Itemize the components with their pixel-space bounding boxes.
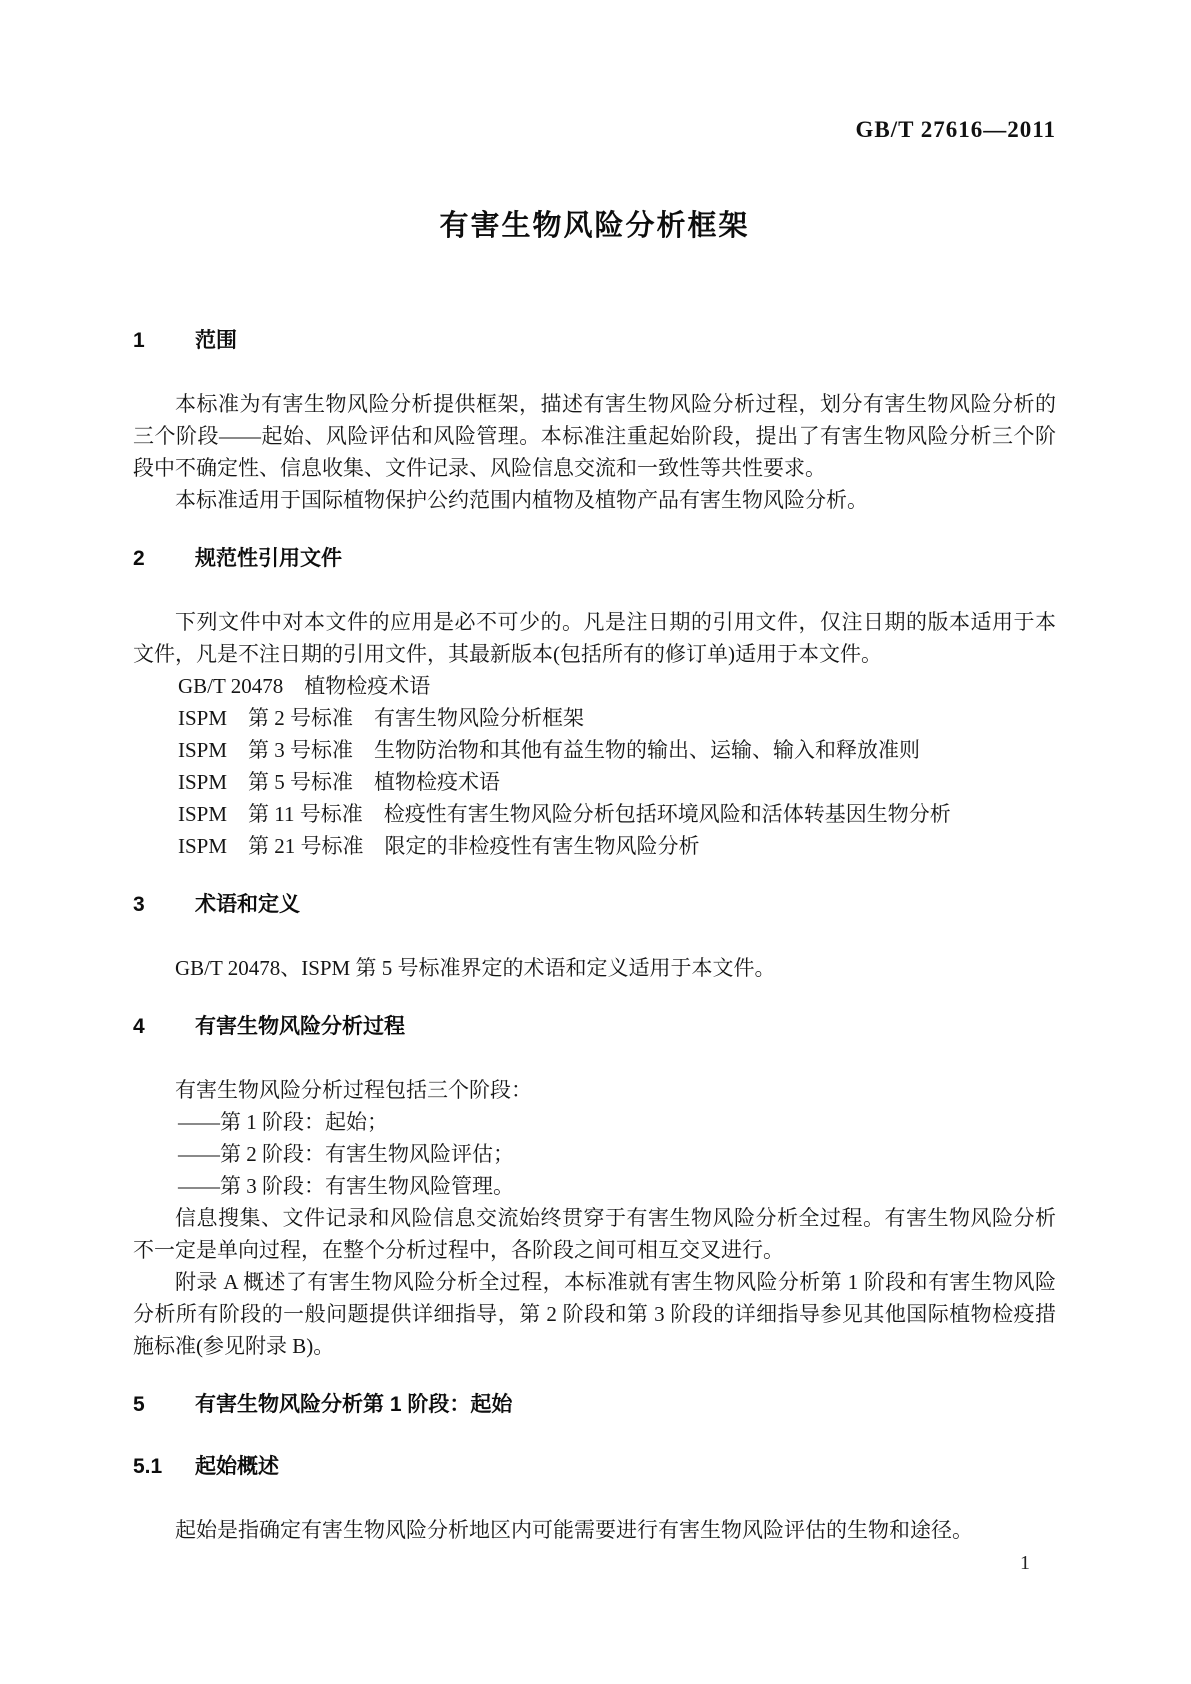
reference-item: ISPM 第 21 号标准 限定的非检疫性有害生物风险分析: [178, 834, 700, 858]
scope-paragraph-1: 本标准为有害生物风险分析提供框架，描述有害生物风险分析过程，划分有害生物风险分析的三个阶段——起始、风险评估和风险管理。本标准注重起始阶段，提出了有害生物风险分析三个阶段中不确定性、信息收集、文件记录、风险信息交流和一致性等共性要求。: [133, 392, 1056, 480]
section-terms-heading: [133, 890, 1056, 920]
section-number: 1: [133, 329, 145, 352]
reference-item: ISPM 第 2 号标准 有害生物风险分析框架: [178, 706, 585, 730]
subsection-initiation-overview-heading: [133, 1452, 1056, 1482]
section-title: 术语和定义: [195, 893, 300, 916]
process-paragraph-3: 附录 A 概述了有害生物风险分析全过程，本标准就有害生物风险分析第 1 阶段和有害生物风险分析所有阶段的一般问题提供详细指导，第 2 阶段和第 3 阶段的详细指导参见其他国际植物检疫措施标准(参见附录 B)。: [133, 1270, 1056, 1358]
process-paragraph-2: 信息搜集、文件记录和风险信息交流始终贯穿于有害生物风险分析全过程。有害生物风险分析不一定是单向过程，在整个分析过程中，各阶段之间可相互交叉进行。: [133, 1206, 1056, 1262]
reference-item: ISPM 第 3 号标准 生物防治物和其他有益生物的输出、运输、输入和释放准则: [178, 738, 921, 762]
section-terms: [133, 890, 1056, 984]
section-scope-heading: [133, 326, 1056, 356]
process-stage-item: ——第 3 阶段：有害生物风险管理。: [178, 1174, 514, 1198]
section-process: [133, 1012, 1056, 1362]
process-stage-item: ——第 2 阶段：有害生物风险评估；: [178, 1142, 514, 1166]
section-title: 规范性引用文件: [195, 547, 342, 570]
reference-item: GB/T 20478 植物检疫术语: [178, 674, 431, 698]
section-title: 范围: [195, 329, 237, 352]
section-process-heading: [133, 1012, 1056, 1042]
page-number: 1: [1020, 1552, 1030, 1574]
subsection-number: 5.1: [133, 1455, 163, 1478]
process-intro-paragraph: 有害生物风险分析过程包括三个阶段：: [175, 1078, 532, 1102]
section-number: 3: [133, 893, 145, 916]
reference-item: ISPM 第 5 号标准 植物检疫术语: [178, 770, 501, 794]
terms-paragraph: GB/T 20478、ISPM 第 5 号标准界定的术语和定义适用于本文件。: [175, 956, 776, 980]
standard-code: GB/T 27616—2011: [855, 117, 1056, 142]
process-stage-item: ——第 1 阶段：起始；: [178, 1110, 388, 1134]
section-number: 2: [133, 547, 145, 570]
section-title: 有害生物风险分析第 1 阶段：起始: [195, 1393, 513, 1416]
section-normative-references: [133, 544, 1056, 862]
section-number: 4: [133, 1015, 145, 1038]
subsection-title: 起始概述: [195, 1455, 279, 1478]
section-stage1: [133, 1390, 1056, 1546]
initiation-overview-paragraph: 起始是指确定有害生物风险分析地区内可能需要进行有害生物风险评估的生物和途径。: [175, 1518, 973, 1542]
document-title: 有害生物风险分析框架: [439, 210, 750, 242]
scope-paragraph-2: 本标准适用于国际植物保护公约范围内植物及植物产品有害生物风险分析。: [175, 488, 868, 512]
normative-intro-paragraph: 下列文件中对本文件的应用是必不可少的。凡是注日期的引用文件，仅注日期的版本适用于本文件，凡是不注日期的引用文件，其最新版本(包括所有的修订单)适用于本文件。: [133, 610, 1056, 666]
reference-item: ISPM 第 11 号标准 检疫性有害生物风险分析包括环境风险和活体转基因生物分析: [178, 802, 951, 826]
section-stage1-heading: [133, 1390, 1056, 1420]
section-normative-heading: [133, 544, 1056, 574]
section-scope: [133, 326, 1056, 516]
section-title: 有害生物风险分析过程: [195, 1015, 405, 1038]
section-number: 5: [133, 1393, 145, 1416]
